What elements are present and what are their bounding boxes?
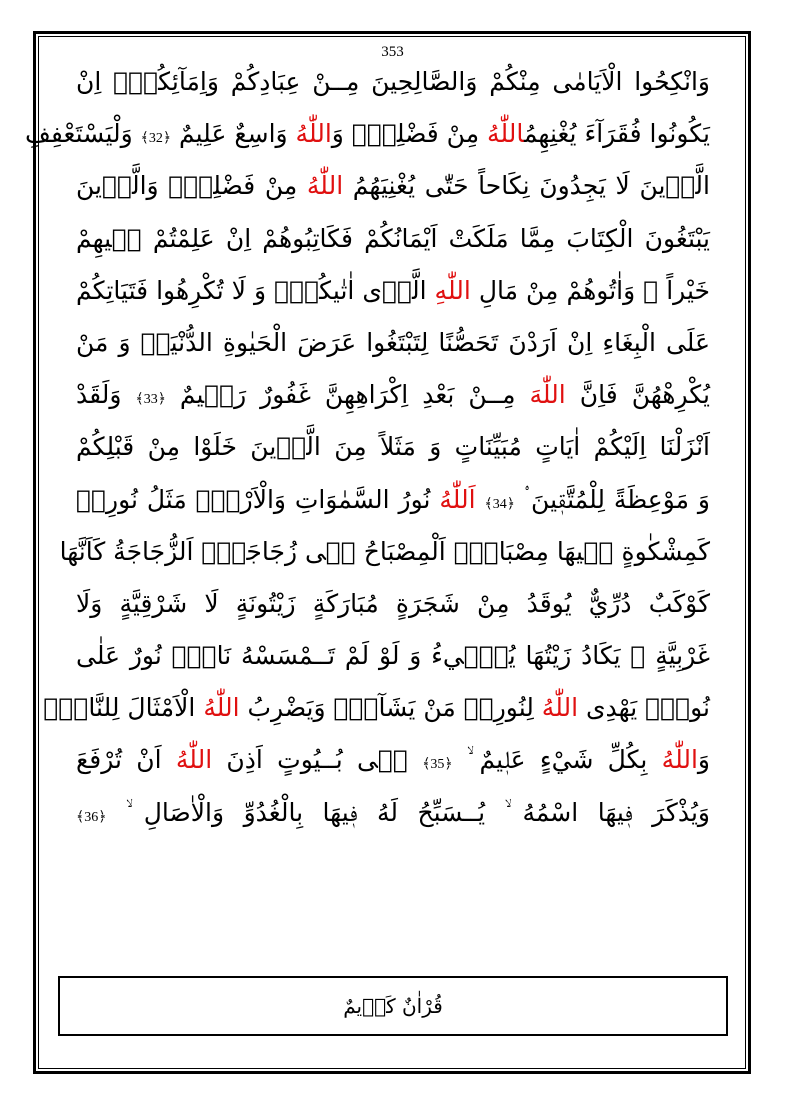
divine-name: اللّٰهُ — [541, 693, 579, 723]
verse-line — [59, 526, 710, 578]
verse-text-segment: كَمِشْكٰوةٍ فٖيهَا مِصْبَاحٌۜ اَلْمِصْبَاحُ فٖى زُجَاجَةٍۜ اَلزُّجَاجَةُ كَاَنَّهَا — [59, 536, 710, 566]
verse-line — [76, 734, 710, 786]
verse-text-segment: نُورٍۜ يَهْدِى — [578, 693, 710, 723]
verse-text-segment: وَ مَوْعِظَةً لِلْمُتَّقٖينَ ۟ — [514, 484, 710, 514]
verse-text-segment: مِنْ فَضْلِهٖۜ وَ — [331, 119, 488, 149]
verse-text-segment: وَلْيَسْتَعْفِفِ — [25, 119, 141, 149]
verse-line — [76, 317, 710, 369]
verse-text-segment: يَكُونُوا فُقَرَآءَ يُغْنِهِمُ — [523, 119, 710, 149]
verse-text-block — [25, 56, 711, 839]
verse-text-segment: وَ — [697, 745, 710, 775]
verse-text-segment: يُكْرِهْهُنَّ فَاِنَّ — [565, 380, 711, 410]
verse-text-segment: مِنْ فَضْلِهٖۜ وَالَّذٖينَ — [76, 171, 307, 201]
verse-text-segment: وَاسِعٌ عَلِيمٌ — [171, 119, 296, 149]
verse-line — [43, 682, 710, 734]
page-number: 353 — [381, 44, 404, 60]
divine-name: اللّٰهُ — [175, 745, 213, 775]
verse-line — [76, 369, 710, 421]
verse-line — [76, 474, 710, 526]
verse-line — [76, 213, 710, 265]
verse-line — [76, 160, 710, 212]
verse-text-segment: بِكُلِّ شَيْءٍ عَلٖيمٌ ۙ — [452, 745, 662, 775]
footer-box — [58, 976, 728, 1036]
verse-text-segment: لِنُورِهٖ مَنْ يَشَآءُۜ وَيَضْرِبُ — [239, 693, 542, 723]
verse-line — [76, 56, 710, 108]
verse-text-segment: خَيْراً ۗ وَاٰتُوهُمْ مِنْ مَالِ — [470, 275, 710, 305]
verse-number-marker: ﴿33﴾ — [135, 392, 166, 408]
verse-line — [76, 578, 710, 630]
verse-line — [76, 787, 710, 839]
verse-text-segment: عَلَى الْبِغَاءِ اِنْ اَرَدْنَ تَحَصُّنًا لِتَبْتَغُوا عَرَضَ الْحَيٰوةِ الدُّنْيَاۜ وَ مَنْ — [76, 327, 710, 357]
verse-line — [76, 421, 710, 473]
verse-text-segment: وَانْكِحُوا الْاَيَامٰى مِنْكُمْ وَالصَّالِحِينَ مِــنْ عِبَادِكُمْ وَاِمَآئِكُمْۜ اِنْ — [76, 67, 710, 96]
divine-name: اللّٰهَ — [529, 380, 566, 410]
verse-line — [76, 265, 710, 317]
divine-name: اللّٰهُ — [661, 745, 698, 775]
verse-number-marker: ﴿34﴾ — [484, 496, 515, 512]
verse-number-marker: ﴿36﴾ — [76, 809, 107, 825]
verse-text-segment: وَيُذْكَرَ فٖيهَا اسْمُهُ ۙ يُــسَبِّحُ لَهُ فٖيهَا بِالْغُدُوِّ وَالْاٰصَالِ ۙ — [106, 797, 710, 827]
verse-text-segment: الْاَمْثَالَ لِلنَّاسِۜ — [43, 693, 204, 723]
verse-text-segment: فٖى بُــيُوتٍ اَذِنَ — [212, 745, 423, 775]
divine-name: اللّٰهُ — [487, 119, 524, 149]
verse-text-segment: الَّذٖى اٰتٰيكُمْۜ وَ لَا تُكْرِهُوا فَتَيَاتِكُمْ — [76, 275, 435, 305]
verse-text-segment: وَلَقَدْ — [76, 380, 136, 410]
verse-text-segment: يَبْتَغُونَ الْكِتَابَ مِمَّا مَلَكَتْ اَيْمَانُكُمْ فَكَاتِبُوهُمْ اِنْ عَلِمْتُمْ فٖيهِمْ — [76, 223, 710, 253]
verse-number-marker: ﴿35﴾ — [422, 757, 453, 773]
verse-line — [25, 108, 710, 160]
verse-text-segment — [476, 485, 485, 514]
verse-text-segment: اَنْزَلْنَا اِلَيْكُمْ اٰيَاتٍ مُبَيِّنَاتٍ وَ مَثَلاً مِنَ الَّذٖينَ خَلَوْا مِنْ قَبْلِكُمْ — [76, 432, 710, 462]
verse-text-segment: مِــنْ بَعْدِ اِكْرَاهِهِنَّ غَفُورٌ رَحٖيمٌ — [165, 380, 530, 410]
divine-name: اللّٰهُ — [306, 171, 344, 201]
divine-name: اللّٰهُ — [295, 119, 332, 149]
verse-text-segment: كَوْكَبٌ دُرِّيٌّ يُوقَدُ مِنْ شَجَرَةٍ مُبَارَكَةٍ زَيْتُونَةٍ لَا شَرْقِيَّةٍ وَلَا — [76, 588, 710, 618]
verse-text-segment: الَّذٖينَ لَا يَجِدُونَ نِكَاحاً حَتّٰى يُغْنِيَهُمُ — [343, 171, 710, 201]
verse-text-segment: غَرْبِيَّةٍ ۙ يَكَادُ زَيْتُهَا يُضٖٓيءُ وَ لَوْ لَمْ تَــمْسَسْهُ نَارٌۜ نُورٌ عَلٰى — [76, 641, 710, 671]
footer-title: قُرْاٰنٌ كَرٖيمٌ — [343, 994, 443, 1018]
divine-name: اللّٰهُ — [203, 693, 240, 723]
verse-text-segment: اَنْ تُرْفَعَ — [76, 745, 176, 775]
verse-text-segment: نُورُ السَّمٰوَاتِ وَالْاَرْضِۜ مَثَلُ نُورِهٖ — [76, 484, 440, 514]
verse-number-marker: ﴿32﴾ — [140, 131, 172, 147]
verse-line — [76, 630, 710, 682]
divine-name: اللّٰهِ — [434, 275, 471, 305]
divine-name: اَللّٰهُ — [439, 484, 476, 514]
